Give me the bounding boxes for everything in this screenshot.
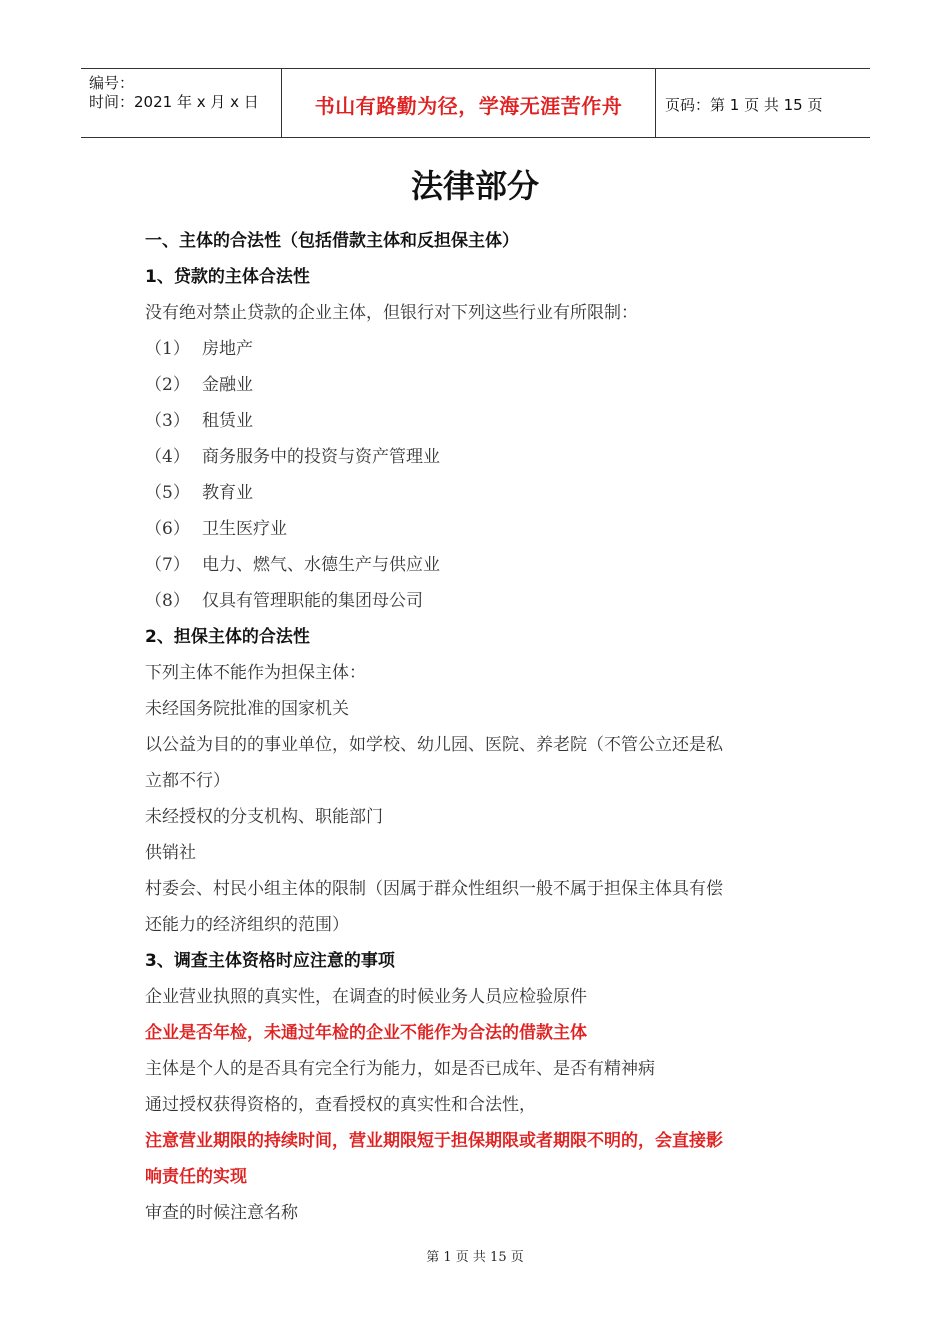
list-item-number: （1） — [145, 339, 190, 359]
document-body — [145, 223, 815, 1231]
header-page-cell — [655, 69, 870, 137]
list-item — [145, 547, 815, 583]
document-header — [81, 68, 870, 138]
highlighted-paragraph: 企业是否年检，未通过年检的企业不能作为合法的借款主体 — [145, 1023, 587, 1043]
paragraph: 未经授权的分支机构、职能部门 — [145, 807, 383, 827]
subsection-heading-investigation-notes: 3、调查主体资格时应注意的事项 — [145, 951, 395, 971]
list-item-text: 仅具有管理职能的集团母公司 — [202, 591, 423, 611]
highlighted-paragraph-continuation: 响责任的实现 — [145, 1167, 247, 1187]
paragraph: 未经国务院批准的国家机关 — [145, 699, 349, 719]
list-item-text: 房地产 — [202, 339, 253, 359]
header-meta-cell — [81, 69, 281, 137]
paragraph: 没有绝对禁止贷款的企业主体，但银行对下列这些行业有所限制： — [145, 303, 638, 323]
list-item — [145, 403, 815, 439]
paragraph: 企业营业执照的真实性，在调查的时候业务人员应检验原件 — [145, 987, 587, 1007]
list-item — [145, 331, 815, 367]
list-item-text: 电力、燃气、水德生产与供应业 — [202, 555, 440, 575]
paragraph-continuation: 还能力的经济组织的范围） — [145, 915, 349, 935]
paragraph: 以公益为目的的事业单位，如学校、幼儿园、医院、养老院（不管公立还是私 — [145, 735, 723, 755]
header-motto-cell — [281, 69, 656, 137]
document-date-label: 时间：2021 年 x 月 x 日 — [89, 93, 259, 111]
page-title: 法律部分 — [410, 167, 539, 205]
list-item-text: 商务服务中的投资与资产管理业 — [202, 447, 440, 467]
list-item-number: （7） — [145, 555, 190, 575]
page-footer: 第 1 页 共 15 页 — [426, 1250, 524, 1265]
subsection-heading-guarantor-subject: 2、担保主体的合法性 — [145, 627, 310, 647]
paragraph: 主体是个人的是否具有完全行为能力，如是否已成年、是否有精神病 — [145, 1059, 655, 1079]
list-item — [145, 367, 815, 403]
paragraph: 供销社 — [145, 843, 196, 863]
list-item — [145, 511, 815, 547]
list-item-text: 租赁业 — [202, 411, 253, 431]
paragraph-continuation: 立都不行） — [145, 771, 230, 791]
list-item-number: （8） — [145, 591, 190, 611]
list-item-text: 教育业 — [202, 483, 253, 503]
list-item-number: （2） — [145, 375, 190, 395]
list-item-text: 卫生医疗业 — [202, 519, 287, 539]
paragraph: 下列主体不能作为担保主体： — [145, 663, 366, 683]
list-item — [145, 439, 815, 475]
list-item-number: （5） — [145, 483, 190, 503]
list-item-number: （3） — [145, 411, 190, 431]
highlighted-paragraph: 注意营业期限的持续时间，营业期限短于担保期限或者期限不明的，会直接影 — [145, 1131, 723, 1151]
list-item-text: 金融业 — [202, 375, 253, 395]
paragraph: 通过授权获得资格的，查看授权的真实性和合法性， — [145, 1095, 536, 1115]
list-item-number: （4） — [145, 447, 190, 467]
paragraph: 审查的时候注意名称 — [145, 1203, 298, 1223]
header-page-info: 页码：第 1 页 共 15 页 — [665, 96, 823, 114]
document-number-label: 编号： — [89, 74, 135, 92]
subsection-heading-loan-subject: 1、贷款的主体合法性 — [145, 267, 310, 287]
list-item — [145, 583, 815, 619]
list-item — [145, 475, 815, 511]
paragraph: 村委会、村民小组主体的限制（因属于群众性组织一般不属于担保主体具有偿 — [145, 879, 723, 899]
list-item-number: （6） — [145, 519, 190, 539]
section-heading: 一、主体的合法性（包括借款主体和反担保主体） — [145, 231, 519, 251]
header-motto: 书山有路勤为径，学海无涯苦作舟 — [314, 94, 623, 118]
